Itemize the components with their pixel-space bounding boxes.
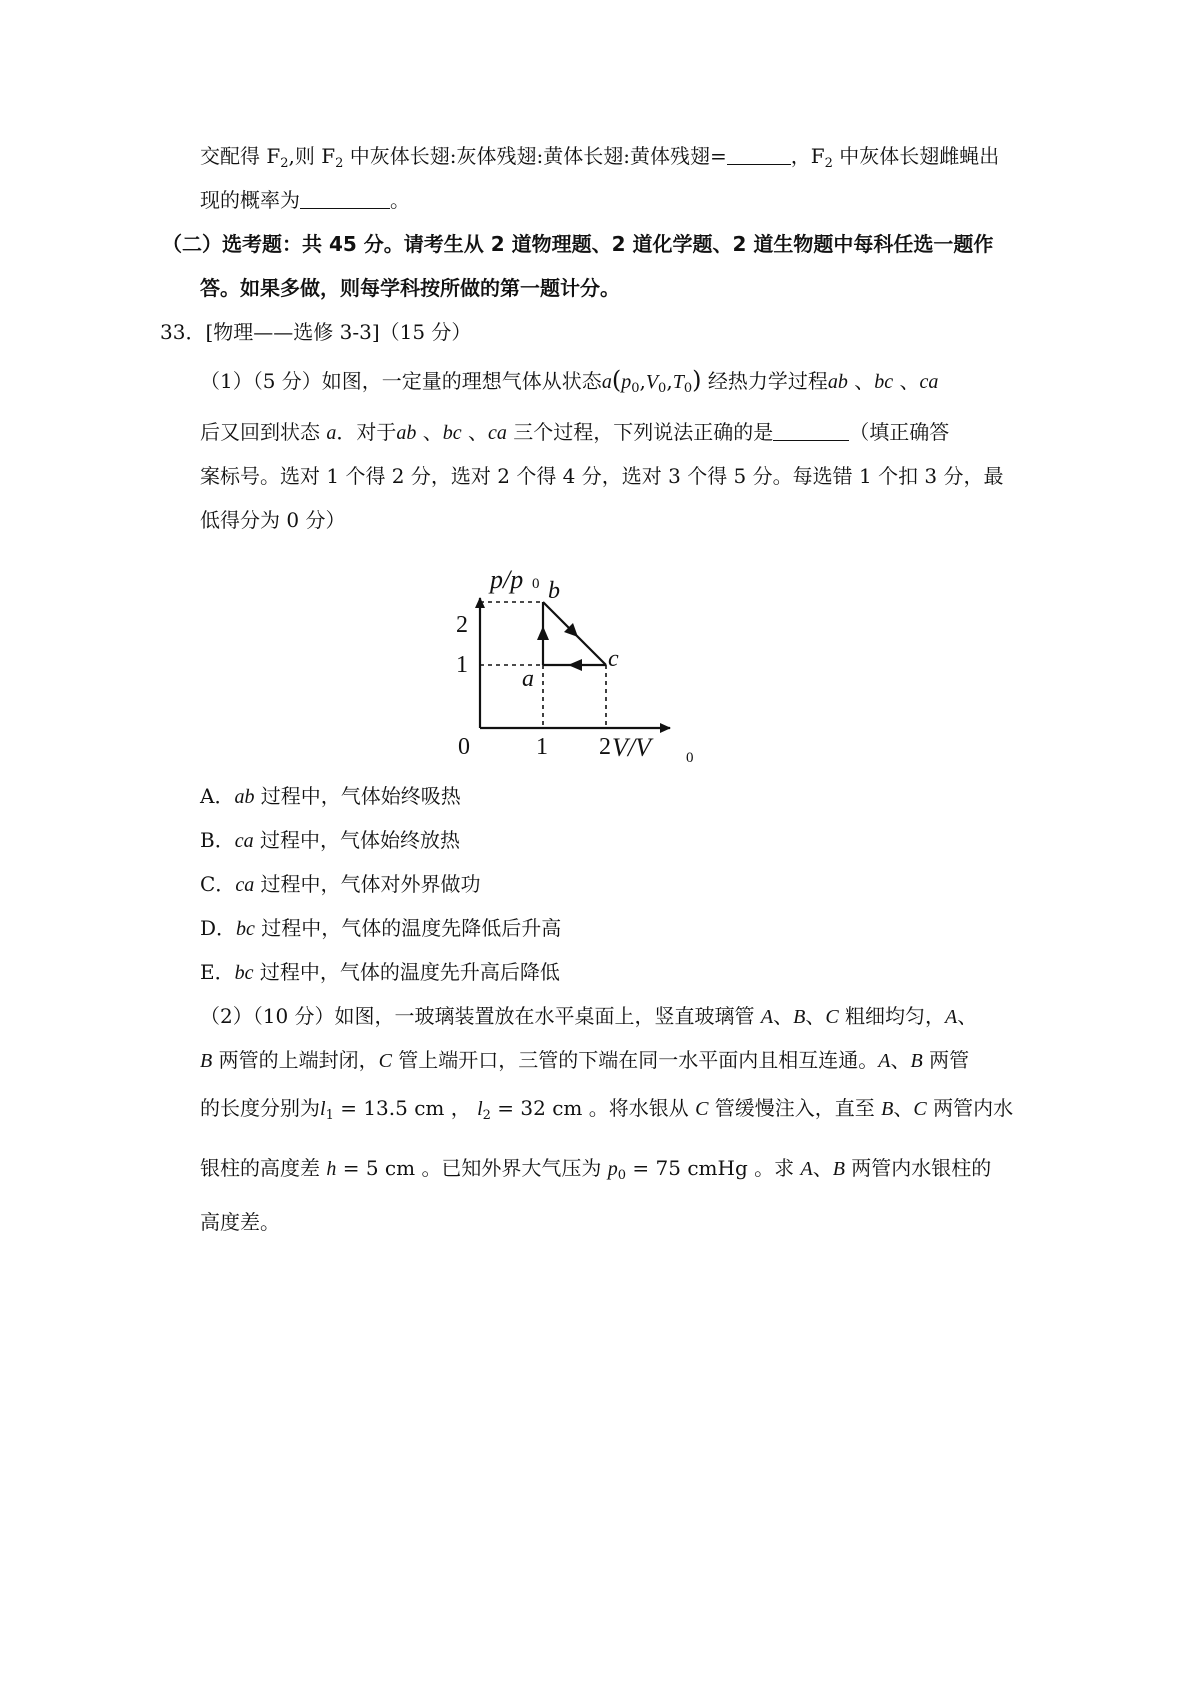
math-var: ab xyxy=(827,371,848,393)
x-axis-label: V/V xyxy=(612,733,651,762)
text-span: 后又回到状态 xyxy=(200,420,327,444)
text-span: 银柱的高度差 xyxy=(200,1156,327,1180)
math-var: V xyxy=(645,371,659,393)
text-span: = 13.5 cm ， xyxy=(333,1096,471,1120)
option-letter: A． xyxy=(200,784,235,808)
option-text: 过程中，气体始终吸热 xyxy=(254,784,461,808)
math-var: A xyxy=(945,1006,958,1028)
math-var: bc xyxy=(234,962,254,984)
text-span: 、 xyxy=(890,1048,911,1072)
subscript: 2 xyxy=(280,156,289,171)
math-var: ab xyxy=(234,786,255,808)
text-span: 低得分为 0 分） xyxy=(200,508,346,532)
text-span: 33．[物理——选修 3-3]（15 分） xyxy=(160,320,472,344)
part-2-line-1 xyxy=(200,1002,977,1031)
part-2-line-2 xyxy=(200,1046,969,1075)
math-var: ca xyxy=(919,371,939,393)
subscript: 2 xyxy=(824,156,833,171)
part-1-line-3 xyxy=(200,462,1004,490)
answer-blank xyxy=(300,188,390,209)
math-paren: ) xyxy=(692,366,702,394)
point-label-c: c xyxy=(608,646,619,672)
subscript: 0 xyxy=(617,1168,627,1183)
subscript: 2 xyxy=(482,1108,491,1123)
math-var: a xyxy=(601,371,612,393)
math-comma: , xyxy=(639,369,646,393)
math-var: p xyxy=(607,1158,618,1180)
section-heading xyxy=(162,230,993,258)
text-span: 中灰体长翅雌蝇出 xyxy=(832,144,1000,168)
math-var: ca xyxy=(234,830,254,852)
option-text: 过程中，气体的温度先降低后升高 xyxy=(254,916,562,940)
text-span: 答。如果多做，则每学科按所做的第一题计分。 xyxy=(200,276,620,300)
math-var: ca xyxy=(235,874,255,896)
text-span: ．对于 xyxy=(336,420,397,444)
option-text: 过程中，气体始终放热 xyxy=(253,828,460,852)
part-2-line-3 xyxy=(200,1094,1013,1130)
math-var: B xyxy=(832,1158,845,1180)
math-paren: ( xyxy=(611,366,622,394)
text-span: 、 xyxy=(893,1096,914,1120)
text-span: 管缓慢注入，直至 xyxy=(708,1096,882,1120)
math-var: B xyxy=(881,1098,894,1120)
text-span: 粗细均匀， xyxy=(838,1004,946,1028)
part-1-line-2 xyxy=(200,418,949,447)
text-span: 三个过程，下列说法正确的是 xyxy=(513,420,774,444)
text-span: 案标号。选对 1 个得 2 分，选对 2 个得 4 分，选对 3 个得 5 分。每选错 1 个扣 3 分，最 xyxy=(200,464,1004,488)
option-letter: B． xyxy=(200,828,235,852)
math-var: A xyxy=(878,1050,891,1072)
tick-x2: 2 xyxy=(599,734,611,760)
math-var: ca xyxy=(487,422,507,444)
text-span: = 32 cm 。将水银从 xyxy=(490,1096,696,1120)
y-axis-label-sub: 0 xyxy=(532,576,540,592)
subscript: 2 xyxy=(335,156,344,171)
text-span: 、 xyxy=(422,420,443,444)
math-var: bc xyxy=(874,371,894,393)
text-span: = 5 cm 。已知外界大气压为 xyxy=(336,1156,608,1180)
math-var: B xyxy=(910,1050,923,1072)
text-span: = 75 cmHg 。求 xyxy=(626,1156,801,1180)
tick-origin: 0 xyxy=(458,734,470,760)
subscript: 0 xyxy=(631,381,640,396)
text-span: ,则 F xyxy=(288,144,336,168)
math-var: l xyxy=(320,1098,326,1120)
text-span: 的长度分别为 xyxy=(200,1096,320,1120)
option-letter: D． xyxy=(200,916,237,940)
option-e xyxy=(200,958,560,987)
text-span: 、 xyxy=(805,1004,826,1028)
part-2-line-4 xyxy=(200,1154,991,1190)
option-b xyxy=(200,826,460,855)
option-text: 过程中，气体的温度先升高后降低 xyxy=(253,960,560,984)
math-var: C xyxy=(913,1098,927,1120)
tick-x1: 1 xyxy=(536,734,548,760)
question-33-title xyxy=(160,318,471,346)
text-span: 。 xyxy=(390,188,410,212)
text-span: （1）（5 分）如图，一定量的理想气体从状态 xyxy=(200,369,602,393)
text-span: 高度差。 xyxy=(200,1210,280,1234)
text-span: 、 xyxy=(773,1004,794,1028)
text-span: 管上端开口，三管的下端在同一水平面内且相互连通。 xyxy=(391,1048,879,1072)
text-span: 、 xyxy=(854,369,875,393)
math-var: l xyxy=(477,1098,483,1120)
math-var: C xyxy=(825,1006,839,1028)
tick-y1: 1 xyxy=(456,652,468,678)
text-line-2 xyxy=(200,186,410,214)
math-var: C xyxy=(695,1098,709,1120)
math-var: bc xyxy=(442,422,462,444)
text-span: （二）选考题：共 45 分。请考生从 2 道物理题、2 道化学题、2 道生物题中每科任选一题作 xyxy=(162,232,994,256)
answer-blank xyxy=(727,144,791,165)
option-c xyxy=(200,870,481,899)
math-var: B xyxy=(793,1006,806,1028)
math-comma: , xyxy=(666,369,673,393)
point-label-b: b xyxy=(548,578,560,604)
part-1-line-4 xyxy=(200,506,345,534)
point-label-a: a xyxy=(522,666,534,692)
section-heading-cont xyxy=(200,274,620,302)
x-axis-label-sub: 0 xyxy=(686,750,694,766)
option-letter: E． xyxy=(200,960,235,984)
text-span: 两管内水 xyxy=(926,1096,1014,1120)
text-span: 现的概率为 xyxy=(200,188,300,212)
math-var: B xyxy=(200,1050,213,1072)
option-text: 过程中，气体对外界做功 xyxy=(254,872,481,896)
arrow-ca xyxy=(568,659,582,671)
text-span: （填正确答 xyxy=(849,420,950,444)
subscript: 0 xyxy=(658,381,667,396)
text-span: 、 xyxy=(812,1156,833,1180)
math-var: A xyxy=(760,1006,774,1028)
text-span: 、 xyxy=(899,369,920,393)
text-span: 交配得 F xyxy=(200,144,281,168)
math-var: T xyxy=(672,371,684,393)
option-letter: C． xyxy=(200,872,236,896)
text-span: 、 xyxy=(957,1004,978,1028)
math-var: ab xyxy=(396,422,417,444)
answer-blank xyxy=(773,420,849,441)
y-axis-label: p/p xyxy=(490,565,524,594)
part-1-line-1 xyxy=(200,366,938,403)
option-d xyxy=(200,914,561,943)
pv-diagram xyxy=(450,565,710,772)
tick-y2: 2 xyxy=(456,612,468,638)
option-a xyxy=(200,782,461,811)
subscript: 1 xyxy=(325,1108,334,1123)
text-span: 两管的上端封闭， xyxy=(212,1048,379,1072)
text-span: （2）（10 分）如图，一玻璃装置放在水平桌面上，竖直玻璃管 xyxy=(200,1004,761,1028)
part-2-line-5 xyxy=(200,1208,280,1236)
text-span: ，F xyxy=(790,144,825,168)
text-span: 两管内水银柱的 xyxy=(844,1156,992,1180)
math-var: a xyxy=(326,422,337,444)
math-var: bc xyxy=(236,918,255,940)
math-var: h xyxy=(326,1158,337,1180)
text-span: 、 xyxy=(467,420,488,444)
math-var: A xyxy=(800,1158,813,1180)
text-line-1 xyxy=(200,142,999,178)
text-span: 经热力学过程 xyxy=(707,369,828,393)
text-span: 两管 xyxy=(922,1048,970,1072)
text-span: 中灰体长翅:灰体残翅:黄体长翅:黄体残翅= xyxy=(343,144,727,168)
math-var: C xyxy=(378,1050,392,1072)
subscript: 0 xyxy=(683,381,693,396)
arrow-ab xyxy=(537,626,549,640)
math-var: p xyxy=(621,371,632,393)
